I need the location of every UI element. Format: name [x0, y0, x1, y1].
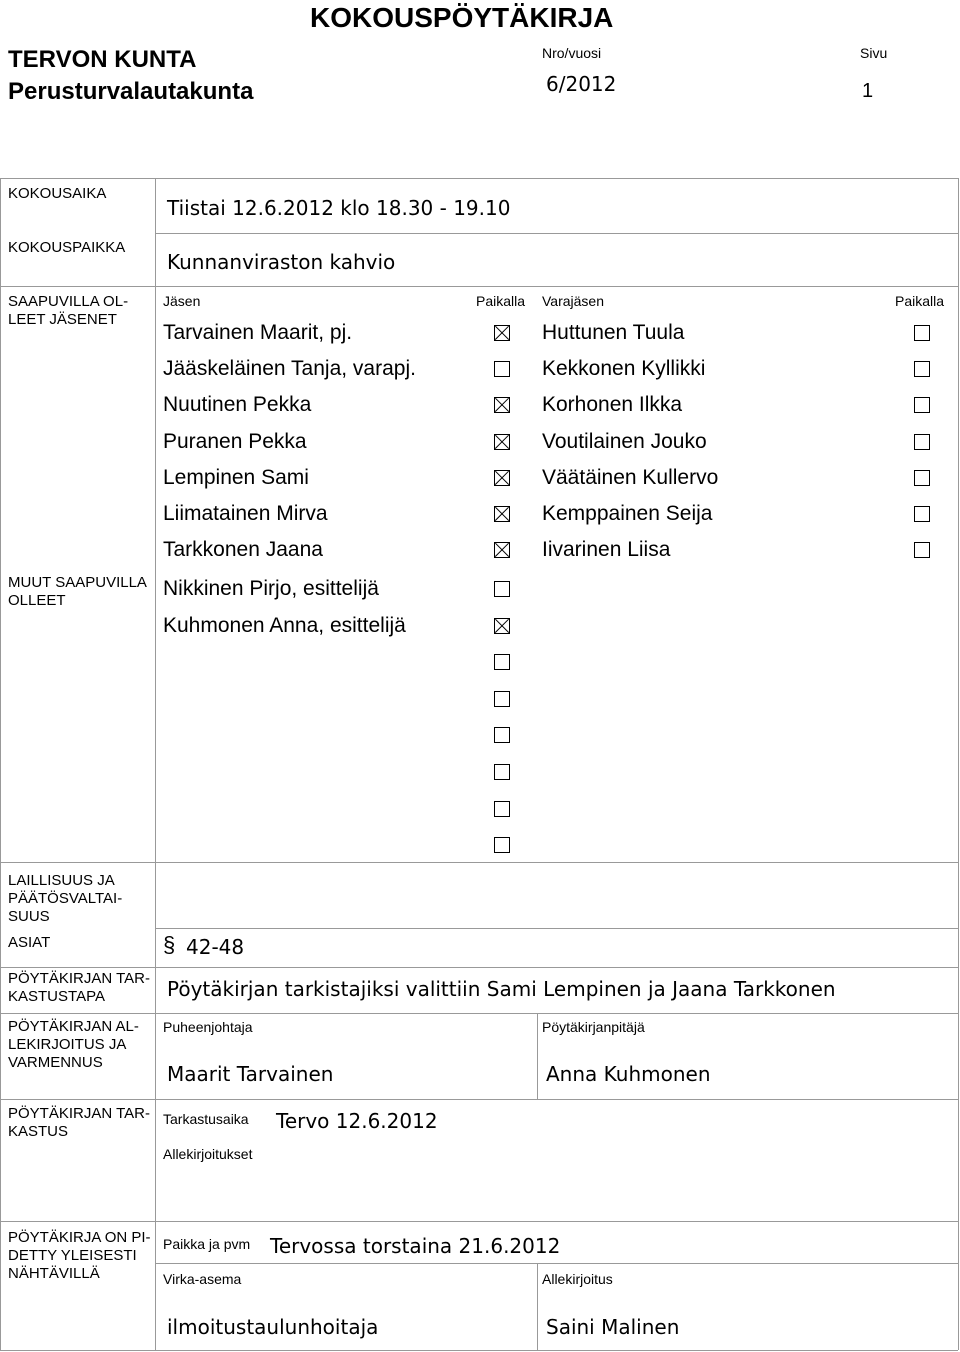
secretary-label: Pöytäkirjanpitäjä [542, 1019, 645, 1035]
matters-value: 42-48 [186, 935, 245, 959]
member-present-checkbox[interactable] [494, 506, 510, 522]
other-present-checkbox[interactable] [494, 691, 510, 707]
legality-label: LAILLISUUS JA PÄÄTÖSVALTAI- SUUS [8, 872, 123, 925]
member-present-checkbox[interactable] [494, 325, 510, 341]
member-present-checkbox[interactable] [494, 542, 510, 558]
member-column-header: Jäsen [163, 293, 201, 309]
signing-label: PÖYTÄKIRJAN AL- LEKIRJOITUS JA VARMENNUS [8, 1018, 139, 1071]
member-name: Tarvainen Maarit, pj. [163, 321, 353, 344]
member-name: Tarkkonen Jaana [163, 538, 323, 562]
present-column-header: Paikalla [476, 293, 526, 309]
review-method-value: Pöytäkirjan tarkistajiksi valittiin Sami Lempinen ja Jaana Tarkkonen [167, 977, 836, 1001]
deputy-name: Kekkonen Kyllikki [542, 357, 706, 381]
review-time-label: Tarkastusaika [163, 1111, 249, 1127]
member-name: Nuutinen Pekka [163, 393, 312, 417]
deputy-present-column-header: Paikalla [895, 293, 945, 309]
member-present-checkbox[interactable] [494, 470, 510, 486]
deputy-column-header: Varajäsen [542, 293, 605, 309]
position-value: ilmoitustaulunhoitaja [167, 1315, 379, 1339]
deputy-present-checkbox[interactable] [914, 470, 930, 486]
member-present-checkbox[interactable] [494, 361, 510, 377]
page-label: Sivu [860, 45, 888, 61]
others-section-label: MUUT SAAPUVILLA OLLEET [8, 574, 147, 609]
signature-label: Allekirjoitus [542, 1271, 613, 1287]
matters-label: ASIAT [8, 934, 51, 951]
page-number: 1 [862, 80, 874, 102]
number-year-label: Nro/vuosi [542, 45, 602, 61]
deputy-present-checkbox[interactable] [914, 542, 930, 558]
deputy-name: Iivarinen Liisa [542, 538, 671, 562]
meeting-time-label: KOKOUSAIKA [8, 185, 107, 202]
member-name: Lempinen Sami [163, 465, 309, 489]
deputy-name: Voutilainen Jouko [542, 429, 707, 453]
deputy-present-checkbox[interactable] [914, 361, 930, 377]
other-present-checkbox[interactable] [494, 618, 510, 634]
place-date-label: Paikka ja pvm [163, 1236, 251, 1252]
member-name: Puranen Pekka [163, 429, 307, 453]
organization-name: TERVON KUNTA [8, 46, 197, 73]
organization-unit: Perusturvalautakunta [8, 78, 254, 105]
signatures-label: Allekirjoitukset [163, 1146, 253, 1162]
other-present-checkbox[interactable] [494, 764, 510, 780]
position-label: Virka-asema [163, 1271, 242, 1287]
deputy-name: Huttunen Tuula [542, 321, 685, 344]
place-date-value: Tervossa torstaina 21.6.2012 [270, 1234, 561, 1258]
meeting-place-label: KOKOUSPAIKKA [8, 239, 126, 256]
meeting-time-value: Tiistai 12.6.2012 klo 18.30 - 19.10 [167, 196, 511, 220]
public-notice-label: PÖYTÄKIRJA ON PI- DETTY YLEISESTI NÄHTÄVILLÄ [8, 1229, 151, 1282]
review-time-value: Tervo 12.6.2012 [276, 1109, 438, 1133]
meeting-place-value: Kunnanviraston kahvio [167, 250, 396, 274]
members-section-label: SAAPUVILLA OL- LEET JÄSENET [8, 293, 129, 328]
member-present-checkbox[interactable] [494, 434, 510, 450]
other-present-checkbox[interactable] [494, 801, 510, 817]
member-name: Liimatainen Mirva [163, 502, 328, 525]
chair-name: Maarit Tarvainen [167, 1062, 334, 1086]
number-year-value: 6/2012 [546, 72, 617, 96]
signature-value: Saini Malinen [546, 1315, 680, 1339]
member-name: Jääskeläinen Tanja, varapj. [163, 357, 416, 381]
document-title: KOKOUSPÖYTÄKIRJA [310, 2, 614, 33]
member-present-checkbox[interactable] [494, 397, 510, 413]
deputy-present-checkbox[interactable] [914, 434, 930, 450]
other-present-checkbox[interactable] [494, 837, 510, 853]
deputy-present-checkbox[interactable] [914, 397, 930, 413]
other-present-checkbox[interactable] [494, 654, 510, 670]
deputy-present-checkbox[interactable] [914, 506, 930, 522]
secretary-name: Anna Kuhmonen [546, 1062, 711, 1086]
deputy-present-checkbox[interactable] [914, 325, 930, 341]
other-present-checkbox[interactable] [494, 581, 510, 597]
review-method-label: PÖYTÄKIRJAN TAR- KASTUSTAPA [8, 970, 150, 1005]
section-sign: § [163, 932, 176, 957]
chair-label: Puheenjohtaja [163, 1019, 253, 1035]
other-attendee-name: Kuhmonen Anna, esittelijä [163, 613, 406, 637]
deputy-name: Kemppainen Seija [542, 502, 713, 525]
review-label: PÖYTÄKIRJAN TAR- KASTUS [8, 1105, 150, 1140]
other-attendee-name: Nikkinen Pirjo, esittelijä [163, 577, 379, 600]
other-present-checkbox[interactable] [494, 727, 510, 743]
deputy-name: Väätäinen Kullervo [542, 465, 719, 489]
deputy-name: Korhonen Ilkka [542, 393, 683, 417]
